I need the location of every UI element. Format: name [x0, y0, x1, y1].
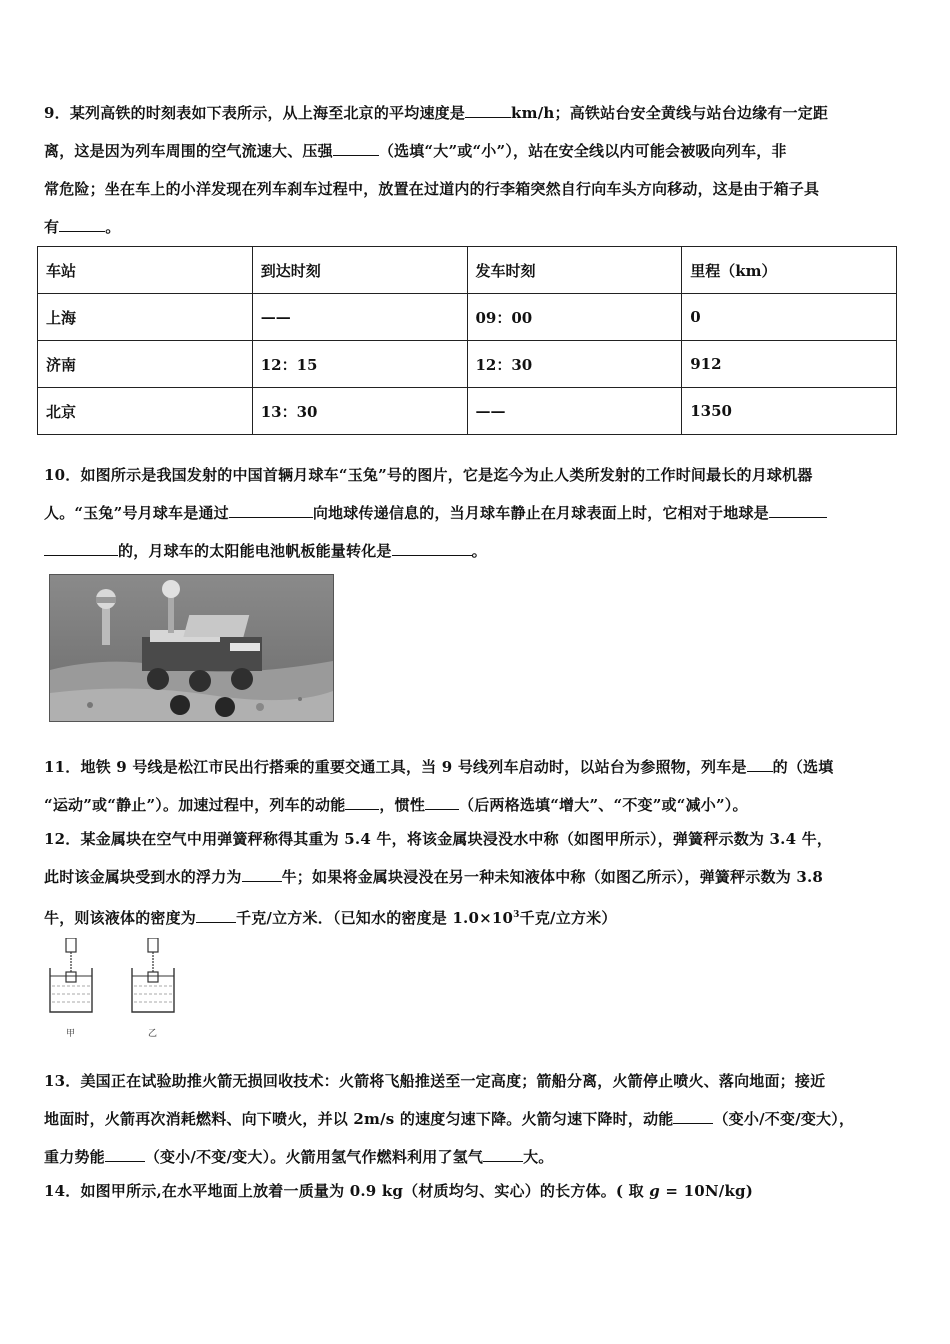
figure-label-yi: 乙: [148, 1029, 158, 1039]
question-9: [44, 94, 906, 246]
table-header-cell: 车站: [38, 247, 253, 294]
table-cell: 09：00: [467, 294, 682, 341]
answer-blank[interactable]: [769, 516, 827, 518]
q13-line-1: 13．美国正在试验助推火箭无损回收技术：火箭将飞船推送至一定高度；箭船分离，火箭停止喷火、落向地面；接近: [44, 1072, 826, 1090]
table-header-cell: 发车时刻: [467, 247, 682, 294]
table-row: [38, 341, 897, 388]
table-header-row: [38, 247, 897, 294]
table-cell: 0: [682, 294, 897, 341]
table-cell: 济南: [38, 341, 253, 388]
answer-blank[interactable]: [425, 808, 459, 810]
train-timetable: [37, 246, 897, 435]
question-14: [44, 1172, 906, 1210]
q11-line-2: “运动”或“静止”）。加速过程中，列车的动能 ，惯性 （后两格选填“增大”、“不变”或“减小”）。: [44, 796, 748, 814]
answer-blank[interactable]: [392, 554, 472, 556]
q13-line-3: 重力势能 （变小/不变/变大）。火箭用氢气作燃料利用了氢气 大。: [44, 1148, 554, 1166]
answer-blank[interactable]: [105, 1160, 145, 1162]
question-13: [44, 1062, 906, 1176]
table-cell: ——: [467, 388, 682, 435]
q13-line-2: 地面时，火箭再次消耗燃料、向下喷火，并以 2m/s 的速度匀速下降。火箭匀速下降时，动能 （变小/不变/变大），: [44, 1110, 855, 1128]
answer-blank[interactable]: [345, 808, 379, 810]
table-cell: 912: [682, 341, 897, 388]
answer-blank[interactable]: [196, 921, 236, 923]
q12-line-3: 牛，则该液体的密度为 千克/立方米．（已知水的密度是 $1.0\times 10^3$千克/立方米）: [44, 909, 617, 927]
answer-blank[interactable]: [229, 516, 313, 518]
table-header-cell: 到达时刻: [252, 247, 467, 294]
table-cell: 12：30: [467, 341, 682, 388]
table-cell: 上海: [38, 294, 253, 341]
rover-illustration: [50, 575, 333, 721]
question-10: [44, 456, 906, 570]
q9-line-3: 常危险；坐在车上的小洋发现在列车刹车过程中，放置在过道内的行李箱突然自行向车头方向移动，这是由于箱子具: [44, 180, 820, 198]
table-cell: 13：30: [252, 388, 467, 435]
table-cell: 1350: [682, 388, 897, 435]
table-row: [38, 294, 897, 341]
question-12: [44, 820, 906, 937]
table-header-cell: 里程（km）: [682, 247, 897, 294]
figure-label-jia: 甲: [66, 1029, 76, 1039]
table-row: [38, 388, 897, 435]
q9-line-2: 离，这是因为列车周围的空气流速大、压强 （选填“大”或“小”），站在安全线以内可能会被吸向列车，非: [44, 142, 787, 160]
answer-blank[interactable]: [747, 770, 773, 772]
answer-blank[interactable]: [465, 116, 511, 118]
answer-blank[interactable]: [44, 554, 118, 556]
figure-yi-beaker: [126, 938, 186, 1039]
q12-line-2: 此时该金属块受到水的浮力为 牛；如果将金属块浸没在另一种未知液体中称（如图乙所示），弹簧秤示数为 3.8: [44, 868, 824, 886]
q10-line-3: 的，月球车的太阳能电池帆板能量转化是 。: [44, 532, 906, 570]
table-cell: ——: [252, 294, 467, 341]
question-11: [44, 748, 906, 824]
q9-line-4: 有 。: [44, 218, 121, 236]
answer-blank[interactable]: [333, 154, 379, 156]
spring-scale-beaker-icon: [126, 938, 186, 1028]
answer-blank[interactable]: [673, 1122, 713, 1124]
answer-blank[interactable]: [483, 1160, 523, 1162]
q9-line-1: 9．某列高铁的时刻表如下表所示，从上海至北京的平均速度是 km/h；高铁站台安全黄线与站台边缘有一定距: [44, 104, 829, 122]
table-cell: 北京: [38, 388, 253, 435]
figure-jia-beaker: [44, 938, 104, 1039]
q10-line-2: 人。“玉兔”号月球车是通过 向地球传递信息的，当月球车静止在月球表面上时，它相对于地球是: [44, 494, 906, 532]
table-cell: 12：15: [252, 341, 467, 388]
q14-line-1: 14．如图甲所示,在水平地面上放着一质量为 0.9 kg（材质均匀、实心）的长方体。( 取 g = 10N/kg): [44, 1182, 754, 1200]
answer-blank[interactable]: [242, 880, 282, 882]
q11-line-1: 11．地铁 9 号线是松江市民出行搭乘的重要交通工具，当 9 号线列车启动时，以站台为参照物，列车是 的（选填: [44, 758, 834, 776]
q12-line-1: 12．某金属块在空气中用弹簧秤称得其重为 5.4 牛，将该金属块浸没水中称（如图甲所示），弹簧秤示数为 3.4 牛，: [44, 830, 833, 848]
answer-blank[interactable]: [59, 230, 105, 232]
q10-line-1: 10．如图所示是我国发射的中国首辆月球车“玉兔”号的图片，它是迄今为止人类所发射的工作时间最长的月球机器: [44, 466, 813, 484]
lunar-rover-photo: [49, 574, 334, 722]
spring-scale-beaker-icon: [44, 938, 104, 1028]
